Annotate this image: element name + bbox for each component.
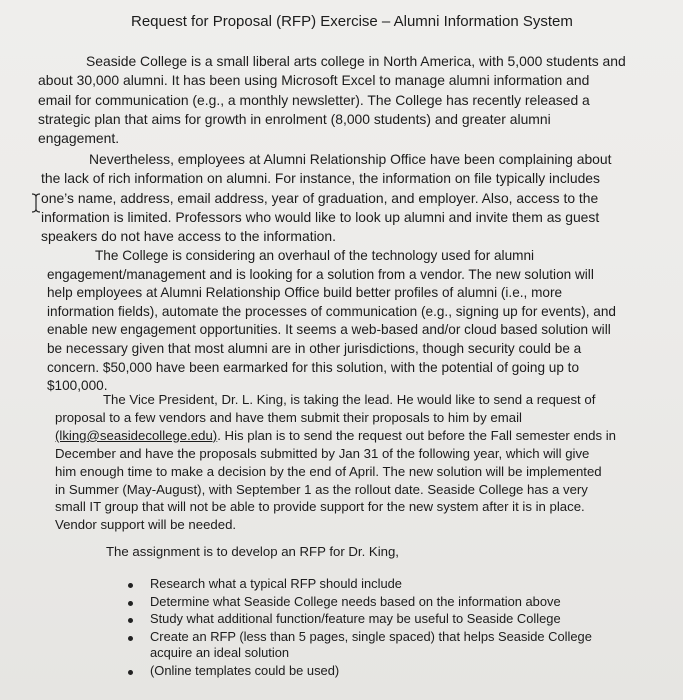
paragraph-solution bbox=[47, 247, 616, 396]
text-line: speakers do not have access to the information. bbox=[41, 228, 336, 245]
text-line: strategic plan that aims for growth in enrolment (8,000 students) and greater alumni bbox=[38, 110, 551, 127]
assignment-list bbox=[128, 576, 592, 681]
text-line: one’s name, address, email address, year of graduation, and employer. Also, access to the bbox=[41, 189, 599, 206]
list-item bbox=[128, 576, 592, 593]
page-title: Request for Proposal (RFP) Exercise – Alumni Information System bbox=[131, 13, 573, 30]
assignment-intro: The assignment is to develop an RFP for Dr. King, bbox=[106, 544, 399, 559]
text-line: the lack of rich information on alumni. For instance, the information on file typically includes bbox=[41, 170, 600, 187]
list-item-text: (Online templates could be used) bbox=[150, 662, 340, 678]
text-line: small IT group that will not be able to provide support for the new system after it is in place. bbox=[55, 499, 585, 515]
text-line: engagement/management and is looking for a solution from a vendor. The new solution will bbox=[47, 266, 594, 282]
text-line: information fields), automate the processes of communication (e.g., signing up for events), and bbox=[47, 303, 616, 319]
bullet-icon bbox=[128, 636, 133, 641]
list-item-text-cont: acquire an ideal solution bbox=[150, 645, 290, 661]
text-line: $100,000. bbox=[47, 378, 108, 394]
text-cursor-icon bbox=[31, 193, 41, 213]
text-line: The College is considering an overhaul of the technology used for alumni bbox=[95, 248, 535, 263]
list-item-text: Create an RFP (less than 5 pages, single spaced) that helps Seaside College bbox=[150, 628, 592, 644]
text-line: about 30,000 alumni. It has been using Microsoft Excel to manage alumni information and bbox=[38, 72, 590, 89]
list-item bbox=[128, 594, 592, 611]
text-line: The Vice President, Dr. L. King, is taking the lead. He would like to send a request of bbox=[103, 392, 596, 407]
list-item bbox=[128, 629, 592, 662]
text-line: help employees at Alumni Relationship Office build better profiles of alumni (i.e., more bbox=[47, 285, 563, 301]
text-line: be necessary given that most alumni are in other jurisdictions, though security could be a bbox=[47, 340, 582, 356]
paragraph-problem bbox=[41, 150, 612, 246]
text-line: him enough time to make a decision by the end of April. The new solution will be implemented bbox=[55, 463, 602, 479]
text-line: information is limited. Professors who would like to look up alumni and invite them as guest bbox=[41, 208, 600, 225]
bullet-icon bbox=[128, 670, 133, 675]
text-line: proposal to a few vendors and have them submit their proposals to him by email bbox=[55, 409, 522, 425]
text-line: email for communication (e.g., a monthly newsletter). The College has recently released a bbox=[38, 91, 590, 108]
bullet-icon bbox=[128, 618, 133, 623]
text-line: Nevertheless, employees at Alumni Relationship Office have been complaining about bbox=[89, 151, 612, 167]
bullet-icon bbox=[128, 601, 133, 606]
text-fragment: . His plan is to send the request out before the Fall semester ends in bbox=[217, 427, 616, 443]
paragraph-intro bbox=[38, 52, 626, 148]
list-item-text: Research what a typical RFP should include bbox=[150, 576, 402, 591]
text-line: Seaside College is a small liberal arts college in North America, with 5,000 students and bbox=[86, 53, 626, 69]
paragraph-timeline bbox=[55, 391, 616, 534]
text-line: in Summer (May-August), with September 1 as the rollout date. Seaside College has a very bbox=[55, 481, 588, 497]
list-item bbox=[128, 611, 592, 628]
text-line bbox=[55, 427, 616, 445]
text-line: enable new engagement opportunities. It seems a web-based and/or cloud based solution will bbox=[47, 322, 611, 338]
text-line: Vendor support will be needed. bbox=[55, 517, 237, 533]
list-item-text: Study what additional function/feature may be useful to Seaside College bbox=[150, 611, 561, 627]
email-link[interactable]: (lking@seasidecollege.edu) bbox=[55, 427, 218, 443]
text-line: December and have the proposals submitted by Jan 31 of the following year, which will give bbox=[55, 445, 590, 461]
text-line: engagement. bbox=[38, 130, 120, 147]
list-item bbox=[128, 663, 592, 680]
text-line: concern. $50,000 have been earmarked for this solution, with the potential of going up to bbox=[47, 359, 580, 375]
bullet-icon bbox=[128, 583, 133, 588]
list-item-text: Determine what Seaside College needs based on the information above bbox=[150, 593, 561, 609]
